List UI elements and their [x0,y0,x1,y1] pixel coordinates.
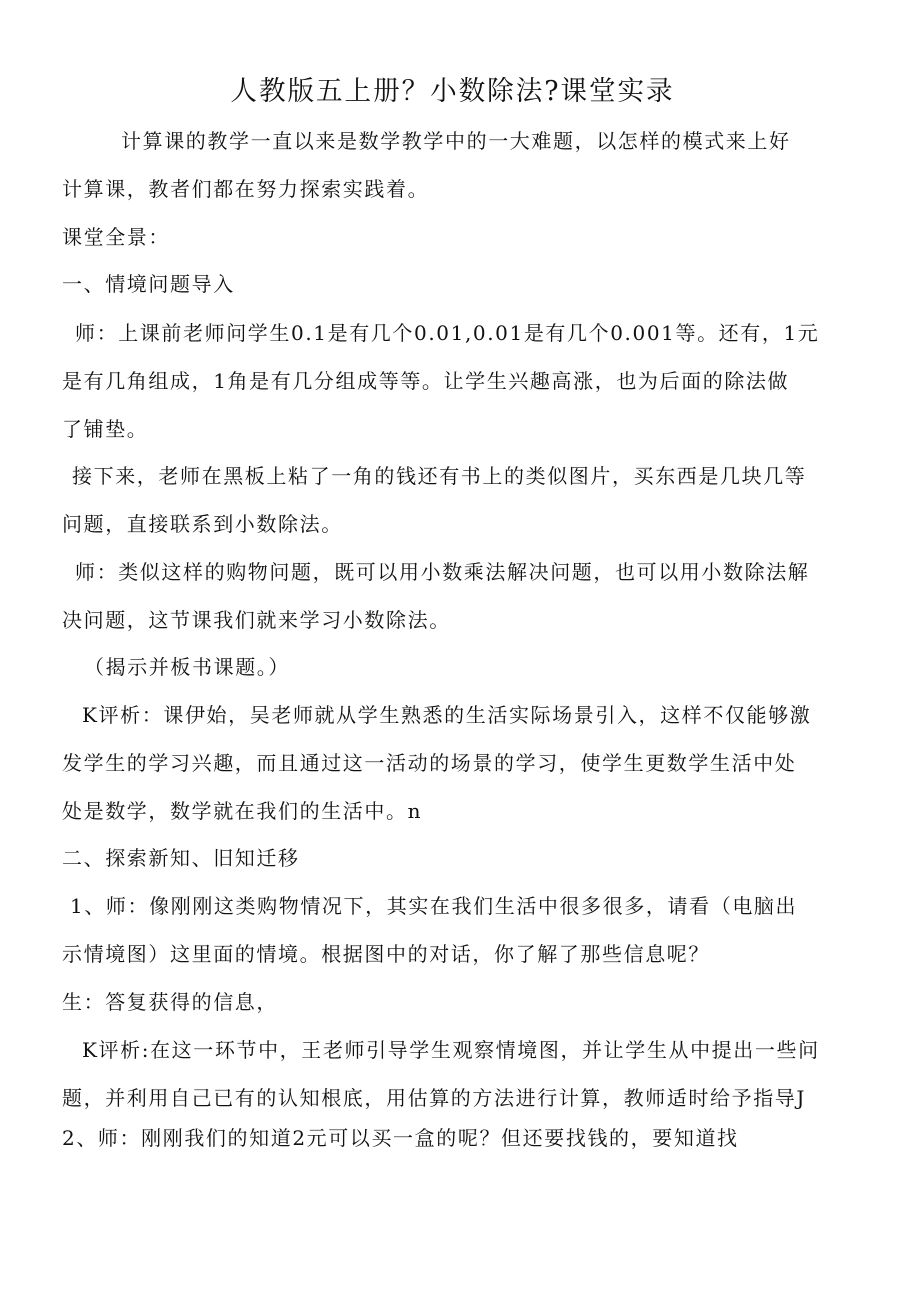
commentary-line: K评析：课伊始，吴老师就从学生熟悉的生活实际场景引入，这样不仅能够激 [82,703,812,727]
paragraph-line: 生：答复获得的信息， [62,990,278,1014]
commentary-line: K评析:在这一环节中，王老师引导学生观察情境图，并让学生从中提出一些问 [82,1038,820,1062]
paragraph-line: 示情境图）这里面的情境。根据图中的对话，你了解了那些信息呢？ [62,942,710,966]
section-heading: 一、情境问题导入 [62,272,235,296]
commentary-line: 处是数学，数学就在我们的生活中。n [62,799,423,823]
paragraph-line: 决问题，这节课我们就来学习小数除法。 [62,608,451,632]
paragraph-line: （揭示并板书课题。） [84,655,290,679]
paragraph-line: 接下来，老师在黑板上粘了一角的钱还有书上的类似图片，买东西是几块几等 [72,464,807,488]
section-heading: 二、探索新知、旧知迁移 [62,846,300,870]
paragraph-line: 计算课的教学一直以来是数学教学中的一大难题，以怎样的模式来上好 [121,129,791,153]
paragraph-line: 计算课，教者们都在努力探索实践着。 [62,177,430,201]
paragraph-line: 师：上课前老师问学生0.1是有几个0.01,0.01是有几个0.001等。还有，1元 [75,321,820,345]
commentary-line: 发学生的学习兴趣，而且通过这一活动的场景的学习，使学生更数学生活中处 [62,751,797,775]
paragraph-line: 了铺垫。 [62,417,149,441]
paragraph-line: 是有几角组成，1角是有几分组成等等。让学生兴趣高涨，也为后面的除法做 [62,369,790,393]
paragraph-line: 问题，直接联系到小数除法。 [62,512,343,536]
paragraph-line: 1、师：像刚刚这类购物情况下，其实在我们生活中很多很多，请看（电脑出 [70,894,798,918]
document-title: 人教版五上册？小数除法?课堂实录 [230,76,675,107]
paragraph-line: 课堂全景： [62,225,170,249]
paragraph-line: 师：类似这样的购物问题，既可以用小数乘法解决问题，也可以用小数除法解 [75,560,810,584]
commentary-line: 题，并利用自己已有的认知根底，用估算的方法进行计算，教师适时给予指导J [62,1086,807,1110]
paragraph-line: 2、师：刚刚我们的知道2元可以买一盒的呢？但还要找钱的，要知道找 [62,1126,739,1150]
